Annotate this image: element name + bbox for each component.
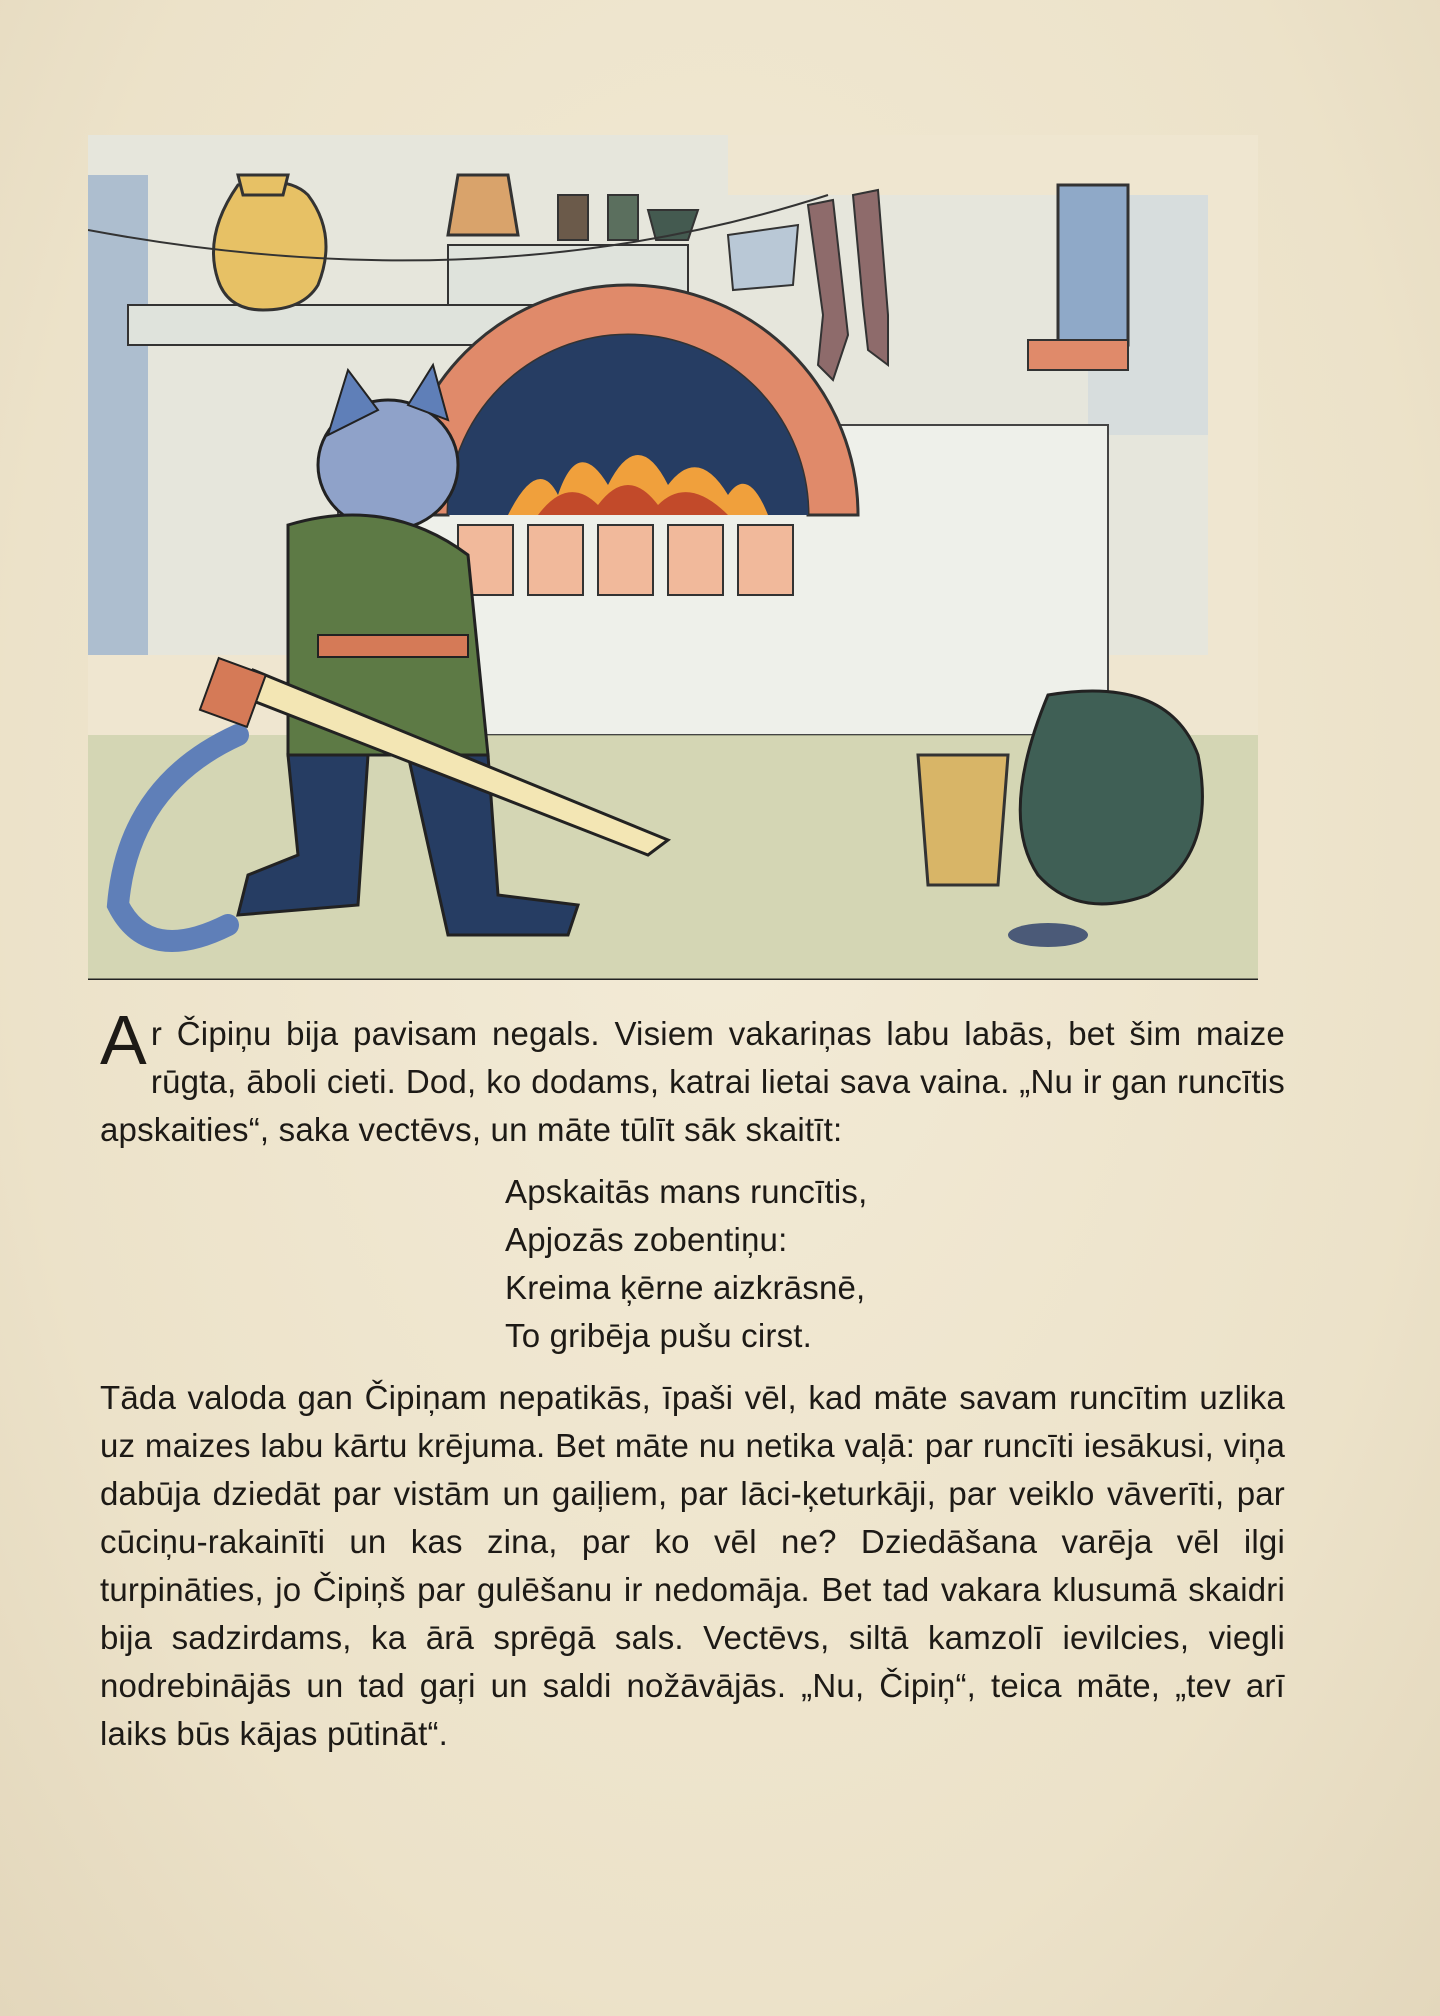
- poem-line: Apjozās zobentiņu:: [505, 1221, 788, 1258]
- paragraph-1: [100, 1001, 1285, 1154]
- cat-with-sword-by-oven-illustration: [88, 135, 1258, 980]
- poem-line: Kreima ķērne aizkrāsnē,: [505, 1269, 866, 1306]
- poem-line: Apskaitās mans runcītis,: [505, 1173, 868, 1210]
- poem-line: To gribēja pušu cirst.: [505, 1317, 813, 1354]
- paragraph-2: Tāda valoda gan Čipiņam nepatikās, īpaši vēl, kad māte savam runcītim uzlika uz maizes labu kārtu krējuma. Bet māte nu netika vaļā: par runcīti iesākusi, viņa dabūja dziedāt par vistām un gaiļiem, par lāci-ķeturkāji, par veiklo vāverīti, par cūciņu-rakainīti un kas zina, par ko vēl ne? Dziedāšana varēja vēl ilgi turpināties, jo Čipiņš par gulēšanu ir nedomāja. Bet tad vakara klusumā skaidri bija sadzirdams, ka ārā sprēgā sals. Vectēvs, siltā kamzolī ievilcies, viegli nodrebinājās un tad gaŗi un saldi nožāvājās. „Nu, Čipiņ“, teica māte, „tev arī laiks būs kājas pūtināt“.: [100, 1379, 1285, 1752]
- drop-cap: A: [100, 1001, 147, 1079]
- story-text: [100, 1001, 1285, 1758]
- paragraph-1-text: r Čipiņu bija pavisam negals. Visiem vakariņas labu labās, bet šim maize rūgta, āboli cieti. Dod, ko dodams, katrai lietai sava vaina. „Nu ir gan runcītis apskaities“, saka vectēvs, un māte tūlīt sāk skaitīt:: [100, 1015, 1285, 1148]
- poem: [505, 1168, 1285, 1360]
